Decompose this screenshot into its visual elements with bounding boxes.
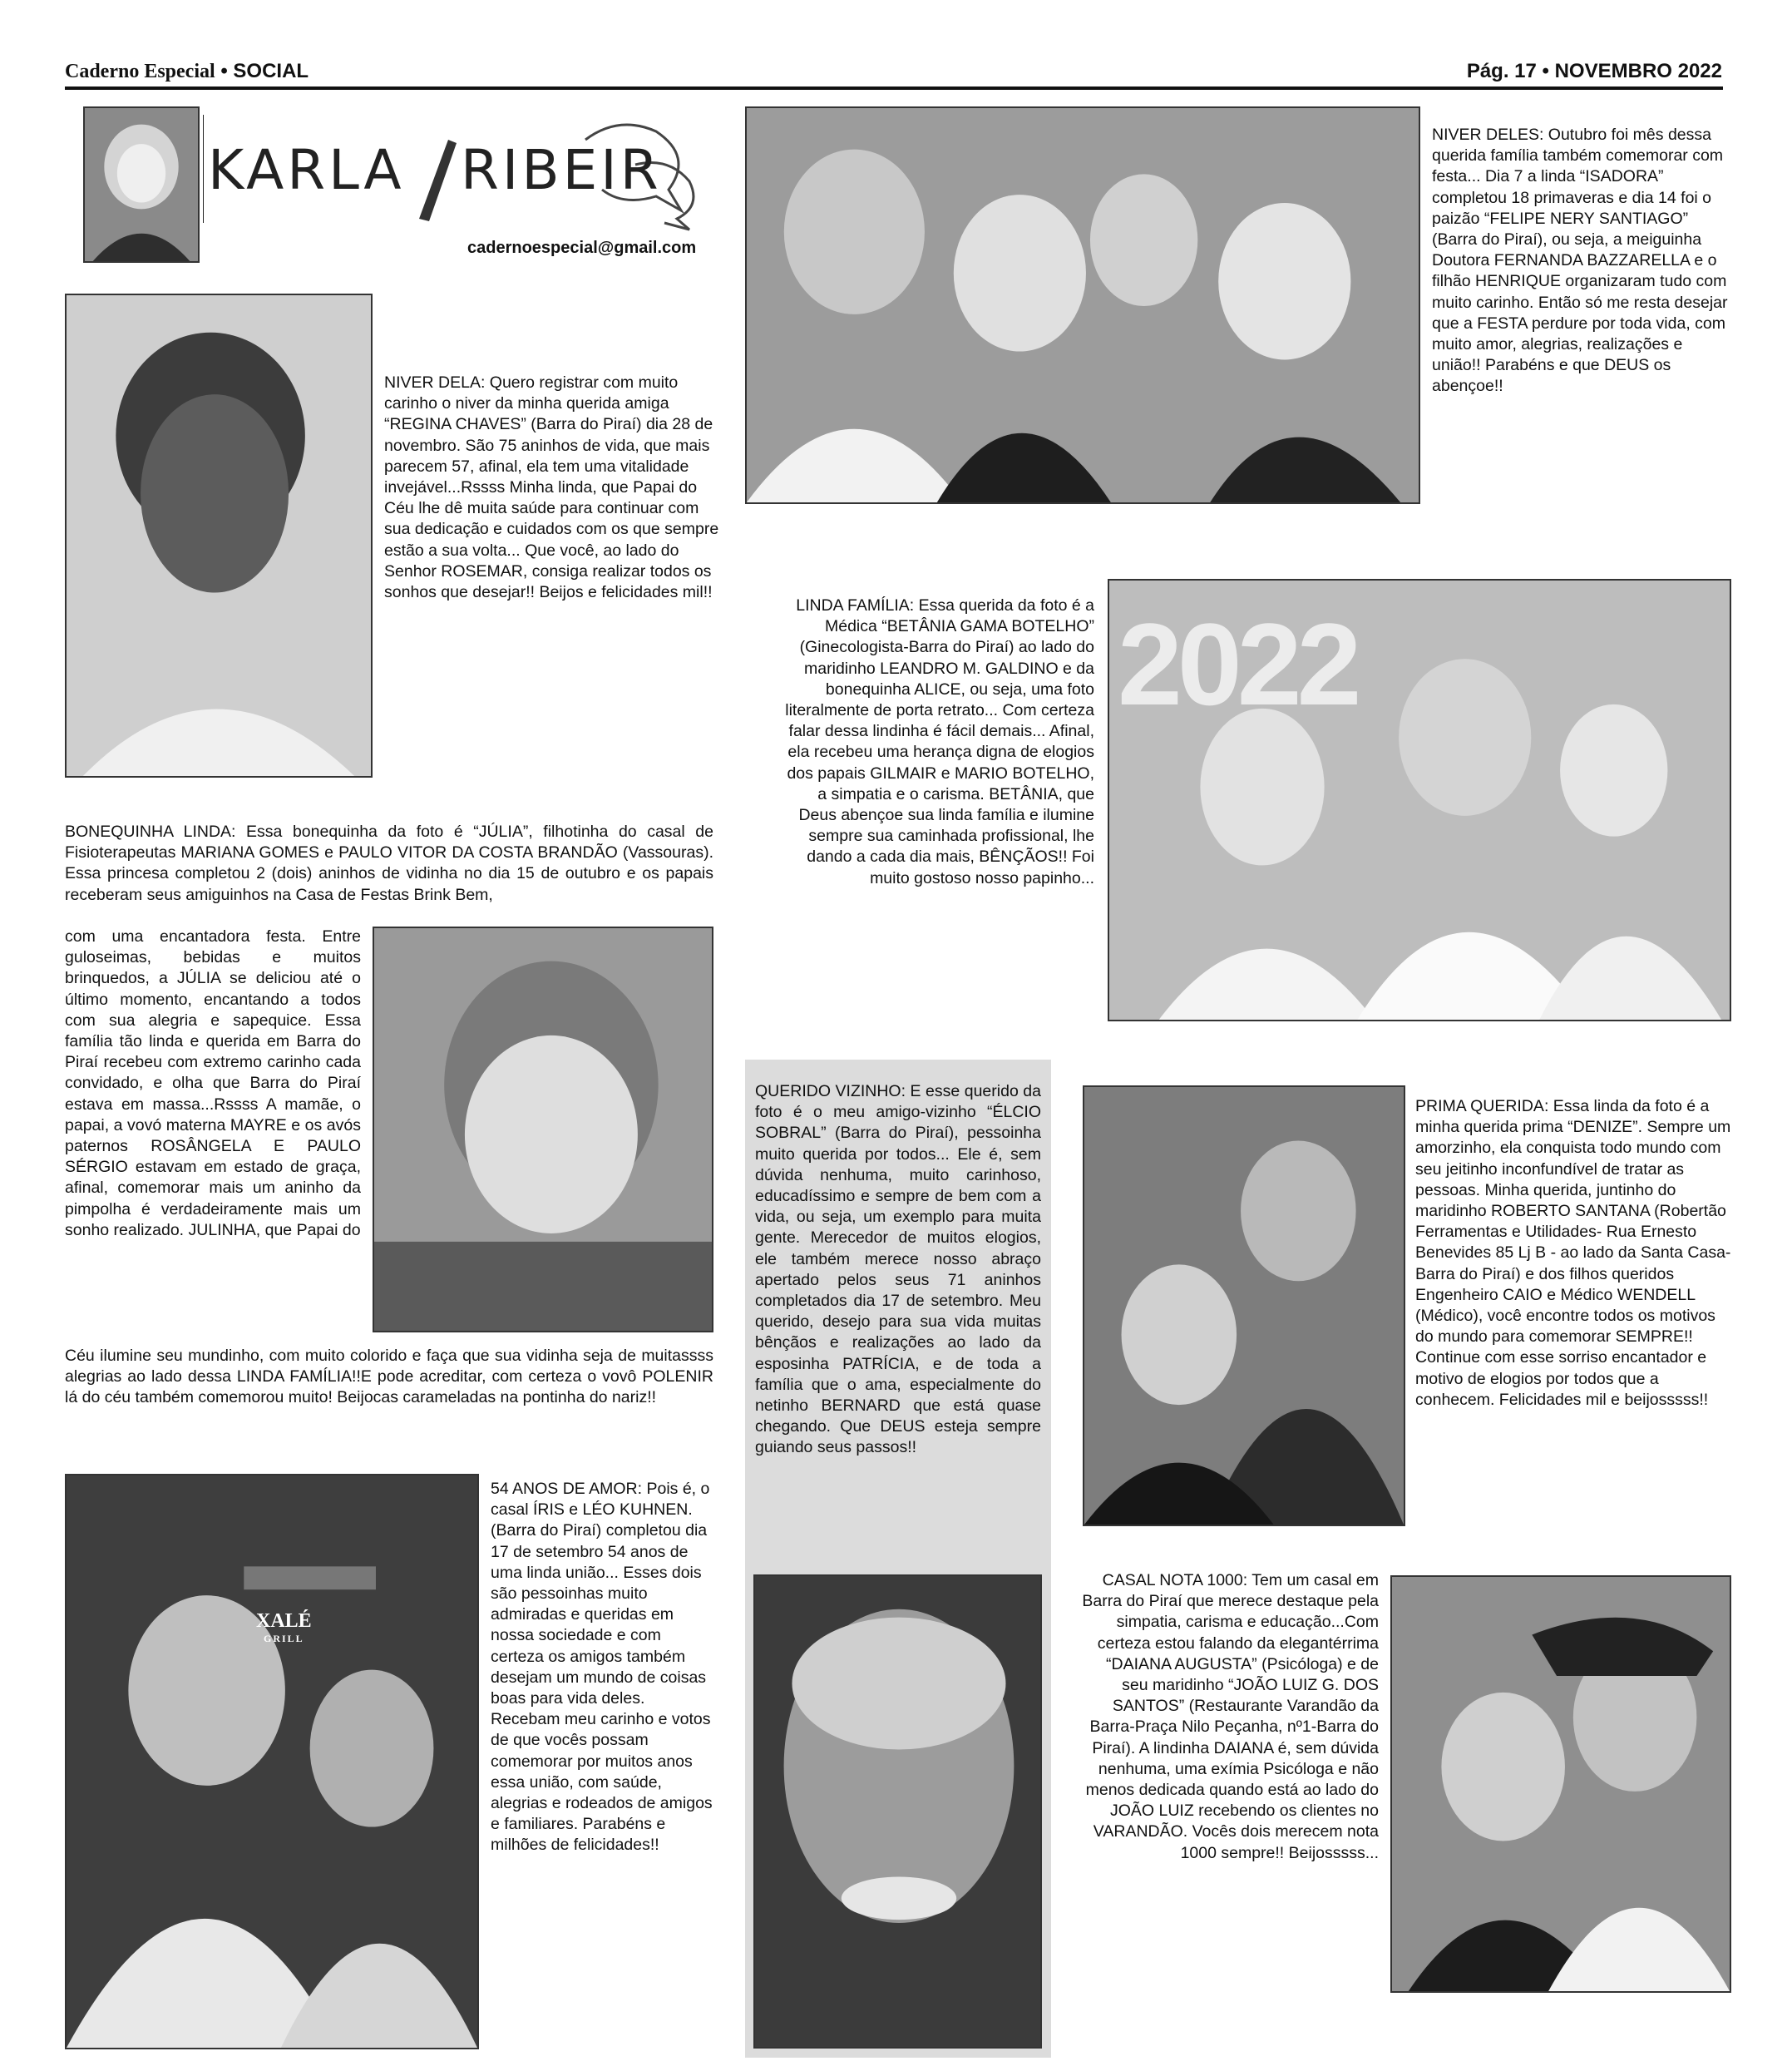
article-querido-vizinho: QUERIDO VIZINHO: E esse querido da foto é o meu amigo-vizinho “ÉLCIO SOBRAL” (Barra do Piraí), pessoinha muito querida por todos... Ele é, sem dúvida nenhuma, muito carinhoso, educadíssimo e sempre de bem com a vida, ou seja, um exemplo para muita gente. Merecedor de muitos elogios, ele também merece nosso abraço apertado pelos seus 71 aninhos completados dia 17 de setembro. Meu querido, desejo para sua vida muitas bênçãos e realizações ao lado da esposinha PATRÍCIA, e de toda a família que o ama, especialmente do netinho BERNARD que está quase chegando. Que DEUS esteja sempre guiando seus passos!! (755, 1082, 1041, 1457)
photo-botelho-family (1108, 579, 1731, 1021)
header-section: • SOCIAL (220, 60, 309, 82)
article-bonequinha-end: Céu ilumine seu mundinho, com muito colorido e faça que sua vidinha seja de muitassss alegrias ao lado dessa LINDA FAMÍLIA!!E pode acreditar, com certeza o vovô POLENIR lá do céu também comemorou muito! Beijocas carameladas na pontinha do nariz!! (65, 1347, 713, 1407)
article-54-anos: 54 ANOS DE AMOR: Pois é, o casal ÍRIS e LÉO KUHNEN. (Barra do Piraí) completou dia 17 de setembro 54 anos de uma linda união... Esses dois são pessoinhas muito admiradas e queridas em nossa sociedade e com certeza os amigos também desejam um mundo de coisas boas para vida deles. Recebam meu carinho e votos de que vocês possam comemorar por muitos anos essa união, com saúde, alegrias e rodeados de amigos e familiares. Parabéns e milhões de felicidades!! (491, 1480, 713, 1855)
article-linda-familia: LINDA FAMÍLIA: Essa querida da foto é a Médica “BETÂNIA GAMA BOTELHO” (Ginecologista-Barra do Piraí) ao lado do maridinho LEANDRO M. GALDINO e da bonequinha ALICE, ou seja, uma foto literalmente de porta retrato... Com certeza falar dessa lindinha é fácil demais... Afinal, ela recebeu uma herança digna de elogios dos papais GILMAIR e MARIO BOTELHO, a simpatia e o carisma. BETÂNIA, que Deus abençoe sua linda família e ilumine sempre sua caminhada profissional, lhe dando a cada dia mais, BÊNÇÃOS!! Foi muito gostoso nosso papinho... (785, 596, 1094, 887)
article-niver-dela: NIVER DELA: Quero registrar com muito carinho o niver da minha querida amiga “REGINA CHAVES” (Barra do Piraí) dia 28 de novembro. São 75 aninhos de vida, que mais parecem 57, afinal, ela tem uma vitalidade invejável...Rssss Minha linda, que Papai do Céu lhe dê muita saúde para continuar com sua dedicação e cuidados com os que sempre estão a sua volta... Que você, ao lado do Senhor ROSEMAR, consiga realizar todos os sonhos que desejar!! Beijos e felicidades mil!! (384, 373, 719, 602)
balloon-number: 2022 (1118, 599, 1357, 729)
column-email: cadernoespecial@gmail.com (467, 239, 697, 257)
column-logo (203, 106, 710, 231)
column-name-karla: KARLA (208, 138, 405, 202)
column-name-ribeiro: RIBEIR (461, 138, 662, 202)
article-prima-querida: PRIMA QUERIDA: Essa linda da foto é a minha querida prima “DENIZE”. Sempre um amorzinho, ela conquista todo mundo com seu jeitinho inconfundível de tratar as pessoas. Minha querida, juntinho do maridinho ROBERTO SANTANA (Robertão Ferramentas e Utilidades- Rua Ernesto Benevides 85 Lj B - ao lado da Santa Casa-Barra do Piraí) e dos filhos queridos Engenheiro CAIO e Médico WENDELL (Médico), você encontre todos os motivos do mundo para comemorar SEMPRE!! Continue com esse sorriso encantador e motivo de elogios por todos que a conhecem. Felicidades mil e beijosssss!! (1415, 1097, 1731, 1409)
restaurant-sign-line1: XALÉ (256, 1610, 312, 1632)
article-bonequinha-body: com uma encantadora festa. Entre guloseimas, bebidas e muitos brinquedos, a JÚLIA se deliciou até o último momento, encantando a todos com sua alegria e sapequice. Essa família tão linda e querida em Barra do Piraí recebeu com extremo carinho cada convidado, e olha que Barra do Piraí estava em massa...Rssss A mamãe, o papai, a vovó materna MAYRE e os avós paternos ROSÂNGELA E PAULO SÉRGIO estavam em estado de graça, afinal, comemorar mais um aninho da pimpolha é verdadeiramente mais um sonho realizado. JULINHA, que Papai do (65, 927, 361, 1239)
photo-denize-roberto (1083, 1085, 1405, 1526)
header-rule (65, 86, 1723, 90)
restaurant-sign-line2: GRILL (264, 1633, 304, 1644)
photo-regina-chaves (65, 294, 373, 778)
header-section-label (65, 60, 309, 83)
photo-daiana-joao (1390, 1575, 1731, 1993)
photo-elcio-sobral (753, 1574, 1042, 2049)
header-brand: Caderno Especial (65, 61, 215, 82)
photo-iris-leo (65, 1474, 479, 2049)
article-niver-deles: NIVER DELES: Outubro foi mês dessa querida família também comemorar com festa... Dia 7 a linda “ISADORA” completou 18 primaveras e dia 14 foi o paizão “FELIPE NERY SANTIAGO” (Barra do Piraí), ou seja, a meiguinha Doutora FERNANDA BAZZARELLA e o filhão HENRIQUE organizaram tudo com muito carinho. Então só me resta desejar que a FESTA perdure por toda vida, com muito amor, alegrias, realizações e união!! Parabéns e que DEUS os abençoe!! (1432, 126, 1728, 396)
header-page-info: Pág. 17 • NOVEMBRO 2022 (1466, 60, 1722, 82)
article-bonequinha-intro: BONEQUINHA LINDA: Essa bonequinha da foto é “JÚLIA”, filhotinha do casal de Fisioterapeutas MARIANA GOMES e PAULO VITOR DA COSTA BRANDÃO (Vassouras). Essa princesa completou 2 (dois) aninhos de vidinha no dia 15 de outubro e os papais receberam seus amiguinhos na Casa de Festas Brink Bem, (65, 823, 713, 904)
photo-santiago-family (745, 106, 1420, 504)
columnist-photo (83, 106, 200, 263)
article-casal-nota-1000: CASAL NOTA 1000: Tem um casal em Barra do Piraí que merece destaque pela simpatia, carisma e educação...Com certeza estou falando da elegantérrima “DAIANA AUGUSTA” (Psicóloga) e de seu maridinho “JOÃO LUIZ G. DOS SANTOS” (Restaurante Varandão da Barra-Praça Nilo Peçanha, nº1-Barra do Piraí). A lindinha DAIANA é, sem dúvida nenhuma, uma exímia Psicóloga e não menos dedicada quando está ao lado do JOÃO LUIZ recebendo os clientes no VARANDÃO. Vocês dois merecem nota 1000 sempre!! Beijosssss... (1082, 1571, 1379, 1862)
restaurant-sign (256, 1610, 312, 1645)
photo-julia (373, 927, 713, 1332)
